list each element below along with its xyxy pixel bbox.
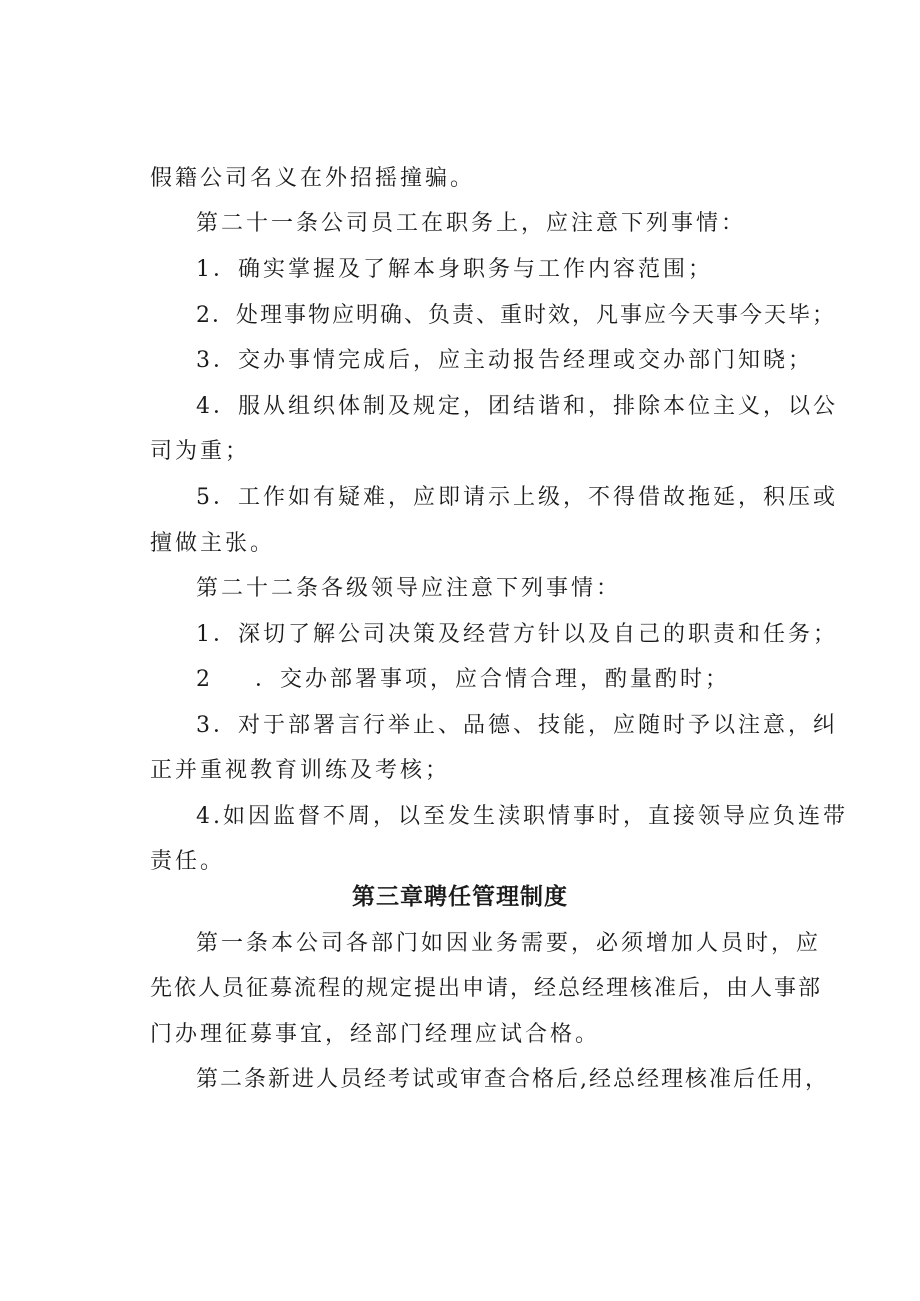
list-item: 1．确实掌握及了解本身职务与工作内容范围；	[196, 257, 713, 282]
text-line: 司为重；	[150, 439, 251, 464]
list-item-number: 2	[196, 667, 213, 692]
list-item	[196, 665, 730, 695]
list-item: 3．对于部署言行举止、品德、技能，应随时予以注意，纠	[196, 713, 838, 738]
text-line: 责任。	[150, 849, 226, 874]
chapter-heading: 第三章聘任管理制度	[352, 884, 568, 910]
article-22-title: 第二十二条各级领导应注意下列事情：	[196, 576, 622, 601]
list-item-text: ．交办部署事项，应合情合理，酌量酌时；	[255, 667, 731, 692]
text-line: 擅做主张。	[150, 531, 276, 556]
list-item: 4.如因监督不周，以至发生渎职情事时，直接领导应负连带	[196, 804, 848, 829]
list-item: 1．深切了解公司决策及经营方针以及自己的职责和任务；	[196, 622, 838, 647]
list-item: 2．处理事物应明确、负责、重时效，凡事应今天事今天毕；	[196, 303, 836, 328]
article-1-title: 第一条本公司各部门如因业务需要，必须增加人员时，应	[196, 931, 822, 956]
text-line: 假籍公司名义在外招摇撞骗。	[150, 166, 476, 191]
text-line: 门办理征募事宜，经部门经理应试合格。	[150, 1022, 601, 1047]
list-item: 5．工作如有疑难，应即请示上级，不得借故拖延，积压或	[196, 485, 838, 510]
text-line: 正并重视教育训练及考核；	[150, 758, 451, 783]
article-2-title: 第二条新进人员经考试或审查合格后,经总经理核准后任用，	[196, 1067, 829, 1092]
list-item: 4．服从组织体制及规定，团结谐和，排除本位主义，以公	[196, 394, 838, 419]
article-21-title: 第二十一条公司员工在职务上，应注意下列事情：	[196, 211, 747, 236]
text-line: 先依人员征募流程的规定提出申请，经总经理核准后，由人事部	[150, 976, 823, 1001]
list-item: 3．交办事情完成后，应主动报告经理或交办部门知晓；	[196, 348, 813, 373]
